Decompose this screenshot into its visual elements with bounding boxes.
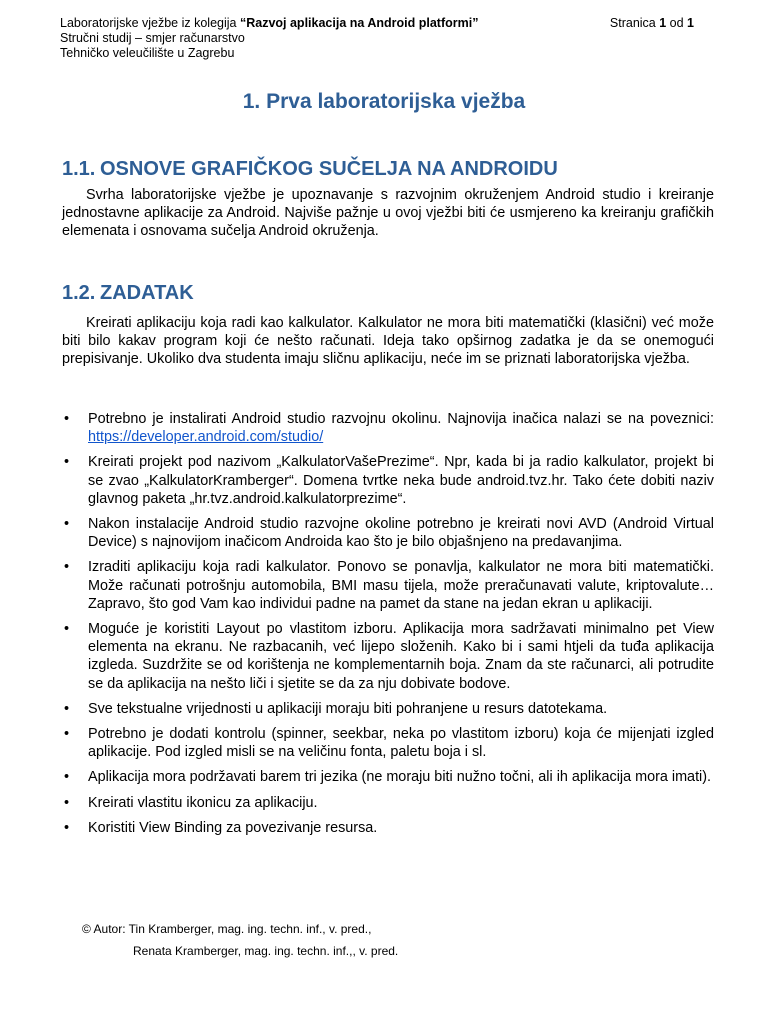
course-name: “Razvoj aplikacija na Android platformi” — [239, 16, 479, 30]
header-line-study: Stručni studij – smjer računarstvo — [60, 31, 245, 45]
section-heading-1-1: 1.1. OSNOVE GRAFIČKOG SUČELJA NA ANDROIDU — [62, 158, 558, 180]
page-title: 1. Prva laboratorijska vježba — [242, 90, 526, 113]
section-paragraph-1-1: Svrha laboratorijske vježbe je upoznavanje s razvojnim okruženjem Android studio i kreiranje jednostavne aplikacije za Android. Najviše pažnje u ovoj vježbi biti će usmjereno ka kreiranju grafičkih elemenata i osnovama sučelja Android okruženja. — [62, 187, 714, 240]
author-line-1: © Autor: Tin Kramberger, mag. ing. techn. inf., v. pred., — [82, 922, 372, 936]
page-number: Stranica 1 od 1 — [609, 16, 694, 30]
task-list — [62, 410, 714, 844]
author-line-2: Renata Kramberger, mag. ing. techn. inf.,, v. pred. — [133, 944, 399, 958]
list-item: • Izraditi aplikaciju koja radi kalkulator. Ponovo se ponavlja, kalkulator ne mora biti matematički. Može računati potrošnju automobila, BMI masu tijela, može preračunavati valute, kriptovalute… Zapravo, što god Vam kao individui padne na pamet da stane na jedan ekran u aplikaciji. — [64, 559, 714, 612]
list-item: • Potrebno je instalirati Android studio razvojnu okolinu. Najnovija inačica nalazi se na poveznici: https://developer.android.com/studio/ — [64, 411, 714, 446]
section-heading-1-2: 1.2. ZADATAK — [62, 282, 194, 304]
section-paragraph-1-2: Kreirati aplikaciju koja radi kao kalkulator. Kalkulator ne mora biti matematički (klasični) već može biti bilo kakav program koji će nešto računati. Ideja tako opširnog zadatka je da se onemogući prepisivanje. Ukoliko dva studenta imaju sličnu aplikaciju, neće im se priznati laboratorijska vježba. — [62, 315, 714, 368]
header-line-course: Laboratorijske vježbe iz kolegija “Razvoj aplikacija na Android platformi” — [60, 16, 479, 30]
list-item: • Kreirati vlastitu ikonicu za aplikaciju. — [64, 794, 318, 811]
list-item: • Aplikacija mora podržavati barem tri jezika (ne moraju biti nužno točni, ali ih aplikacija mora imati). — [64, 769, 712, 786]
list-item: • Potrebno je dodati kontrolu (spinner, seekbar, neka po vlastitom izboru) koja će mijenjati izgled aplikacije. Pod izgled misli se na veličinu fonta, paletu boja i sl. — [64, 726, 714, 761]
list-item: • Kreirati projekt pod nazivom „KalkulatorVašePrezime“. Npr, kada bi ja radio kalkulator, projekt bi se zvao „KalkulatorKramberger“. Domena tvrtke neka bude android.tvz.hr. Tako ćete dobiti naziv glavnog paketa „hr.tvz.android.kalkulatorprezime“. — [64, 454, 714, 507]
header-line-school: Tehničko veleučilište u Zagrebu — [60, 46, 235, 60]
list-item: • Koristiti View Binding za povezivanje resursa. — [64, 819, 378, 836]
list-item: • Nakon instalacije Android studio razvojne okoline potrebno je kreirati novi AVD (Android Virtual Device) s najnovijom inačicom Androida kao što je bilo objašnjeno na predavanjima. — [64, 516, 714, 551]
list-item: • Sve tekstualne vrijednosti u aplikaciji moraju biti pohranjene u resurs datotekama. — [64, 700, 608, 717]
list-item: • Moguće je koristiti Layout po vlastitom izboru. Aplikacija mora sadržavati minimalno pet View elementa na ekranu. Ne razbacanih, već lijepo složenih. Kako bi i sami htjeli da tuđa aplikacija izgleda. Suzdržite se od korištenja ne komplementarnih boja. Znam da ste računarci, ali potrudite se da aplikacija na nešto liči i sjetite se da za nju dobivate bodove. — [64, 621, 714, 692]
android-studio-link[interactable]: https://developer.android.com/studio/ — [88, 429, 324, 446]
page-header — [60, 16, 478, 61]
